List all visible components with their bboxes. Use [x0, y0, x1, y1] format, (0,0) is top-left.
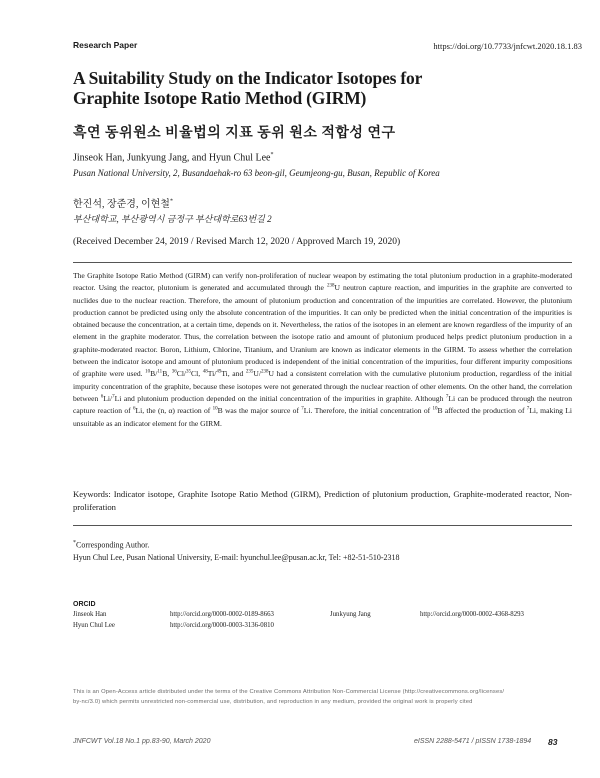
orcid-link-1[interactable]: http://orcid.org/0000-0002-0189-8663 — [170, 611, 274, 618]
abstract-top-rule — [73, 262, 572, 263]
corresponding-author-details: Hyun Chul Lee, Pusan National University, E-mail: hyunchul.lee@pusan.ac.kr, Tel: +82-51-510-2318 — [73, 553, 400, 562]
license-notice — [73, 688, 572, 707]
orcid-link-3[interactable]: http://orcid.org/0000-0003-3136-0810 — [170, 622, 274, 629]
publication-dates: (Received December 24, 2019 / Revised March 12, 2020 / Approved March 19, 2020) — [73, 237, 401, 247]
abstract: The Graphite Isotope Ratio Method (GIRM) can verify non-proliferation of nuclear weapon by estimating the total plutonium production in a graphite-moderated reactor. Using the reactor, plutonium is generated and accumulated through the $^{238}$U neutron capture reaction, and impurities in the graphite are converted to nuclides due to the nuclear reaction. Therefore, the amount of plutonium production and concentration of the impurities are correlated. However, the plutonium production cannot be predicted using only the absolute concentration of the impurities. It can only be predicted when the initial concentration of the impurities is obtained because the concentration, at a certain time, depends on it. Nevertheless, the ratios of the isotopes in an element are known regardless of the impurity of an element in the graphite moderator. Thus, the correlation between the isotope ratio and amount of plutonium produced helps predict plutonium production in a graphite-moderated reactor. Boron, Lithium, Chlorine, Titanium, and Uranium are known as indicator elements in the GIRM. To assess whether the correlation between the indicator isotope and amount of plutonium produced is independent of the initial concentration of the impurities, four different impurity compositions of graphite were used. $^{10}$B/$^{11}$B, $^{36}$Cl/$^{35}$Cl, $^{48}$Ti/$^{49}$Ti, and $^{235}$U/$^{238}$U had a consistent correlation with the cumulative plutonium production, regardless of the initial impurity concentration of the graphite, because these isotopes were not generated through the nuclear reaction of other elements. On the other hand, the correlation between $^6$Li/$^7$Li and plutonium production depended on the initial concentration of the impurities in graphite. Although $^7$Li can be produced through the neutron capture reaction of $^6$Li, the (n, α) reaction of $^{10}$B was the major source of $^7$Li. Therefore, the initial concentration of $^{10}$B affected the production of $^7$Li, making Li unsuitable as an indicator element for the GIRM. — [73, 271, 572, 428]
author-list-english — [73, 152, 273, 163]
english-title-line-2: Graphite Isotope Ratio Method (GIRM) — [73, 88, 367, 108]
author-names-english: Jinseok Han, Junkyung Jang, and Hyun Chul Lee — [73, 152, 271, 164]
affiliation-english: Pusan National University, 2, Busandaehak-ro 63 beon-gil, Geumjeong-gu, Busan, Republic of Korea — [73, 168, 440, 178]
orcid-name-1: Jinseok Han — [73, 611, 107, 618]
affiliation-korean: 부산대학교, 부산광역시 금정구 부산대학로63번길 2 — [73, 214, 272, 224]
orcid-name-3: Hyun Chul Lee — [73, 622, 115, 629]
korean-title: 흑연 동위원소 비율법의 지표 동위 원소 적합성 연구 — [73, 126, 396, 141]
author-names-korean: 한진석, 장준경, 이현철 — [73, 199, 170, 210]
corresponding-mark: * — [270, 152, 274, 158]
corresponding-author-mark: * — [73, 540, 76, 546]
english-title — [73, 68, 533, 108]
license-line-1: This is an Open-Access article distributed under the terms of the Creative Commons Attribution Non-Commercial License (http://creativecommons.org/licenses/ — [73, 689, 505, 695]
abstract-bottom-rule — [73, 525, 572, 526]
doi-link[interactable]: https://doi.org/10.7733/jnfcwt.2020.18.1.83 — [433, 41, 582, 51]
author-list-korean — [73, 195, 173, 210]
page-number: 83 — [548, 737, 558, 747]
keywords: Keywords: Indicator isotope, Graphite Isotope Ratio Method (GIRM), Prediction of plutonium production, Graphite-moderated reactor, Non-proliferation — [73, 489, 572, 512]
orcid-name-2: Junkyung Jang — [330, 611, 371, 618]
footer-journal-info: JNFCWT Vol.18 No.1 pp.83-90, March 2020 — [73, 738, 211, 745]
orcid-heading: ORCID — [73, 601, 96, 608]
english-title-line-1: A Suitability Study on the Indicator Isotopes for — [73, 68, 423, 88]
corresponding-author-heading: *Corresponding Author. — [73, 540, 150, 550]
article-type-label: Research Paper — [73, 40, 138, 50]
corresponding-mark-korean: * — [169, 198, 173, 205]
orcid-link-2[interactable]: http://orcid.org/0000-0002-4368-8293 — [420, 611, 524, 618]
license-line-2: by-nc/3.0) which permits unrestricted non-commercial use, distribution, and reproduction in any medium, provided the original work is properly cited — [73, 698, 473, 705]
footer-issn: eISSN 2288-5471 / pISSN 1738-1894 — [414, 738, 532, 745]
